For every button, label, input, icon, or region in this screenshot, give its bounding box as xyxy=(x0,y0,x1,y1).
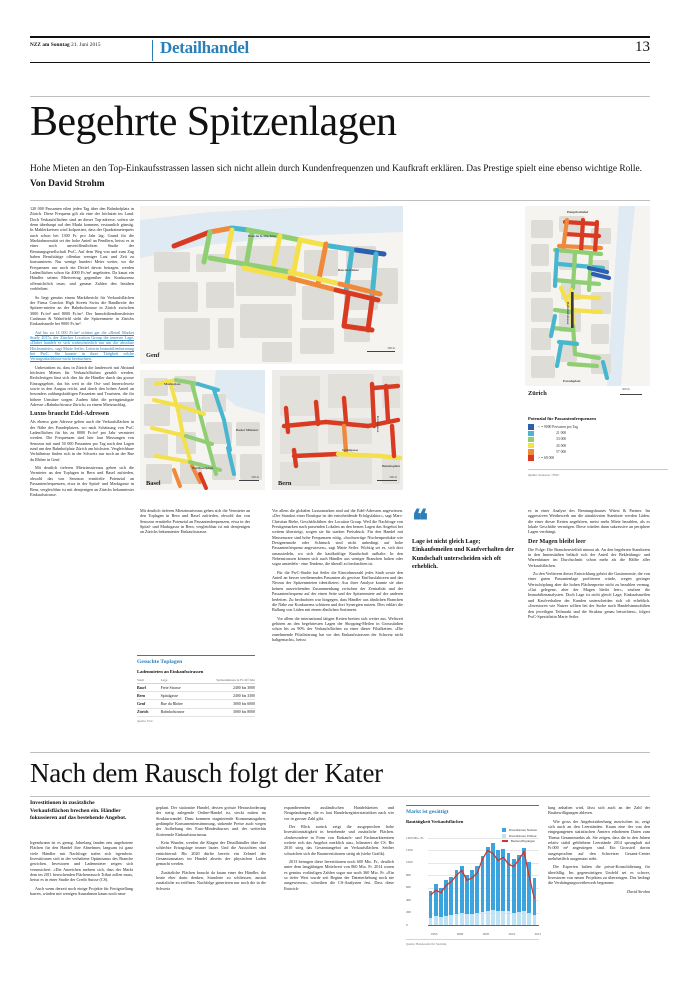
map-place-label: Pont de la Machine xyxy=(248,234,276,238)
paragraph: geplant. Der stationäre Handel, dessen grösste Herausforderung der stetig zulegende Online-Handel ist, steckt mitten im Strukturwandel. Dazu kommen stagnierende Konsumausgaben, gedämpfte Konsumentenstimmung, sinkende Preise auch wegen der Aufhebung des Euro-Mindestkurses und der weiterhin florierende Einkaufstourismus. xyxy=(156,805,266,837)
quote-mark-icon: ❝ xyxy=(412,505,429,538)
map-place-label: Paradeplatz xyxy=(563,379,581,383)
map-scale-label: 500 m xyxy=(389,475,397,479)
map-place-label: Barfüsserplatz xyxy=(192,466,214,470)
article2-lead: Investitionen in zusätzliche Verkaufsflächen brechen ein. Händler fokussieren auf das bestehende Angebot. xyxy=(30,800,127,822)
article2-byline: David Strohm xyxy=(627,888,650,894)
article1-subhead xyxy=(30,162,648,192)
map-scale-label: 500 m xyxy=(387,346,395,350)
map-scalebar xyxy=(367,351,395,352)
table-row xyxy=(137,708,255,716)
chart-y-tick-label: 800 xyxy=(406,872,411,877)
map-genf[interactable] xyxy=(140,206,403,364)
article1-subheading-2: Der Magen bleibt leer xyxy=(528,537,586,545)
cell-miete: 2400 bis 3300 xyxy=(210,692,255,700)
paragraph: Die Experten halten die privat-Konsolidierung für überfällig. Im gegenwärtigen Umfeld sei es schwer, Investoren von neuen Projekten zu überzeugen. Das bedingt die Verdrängungswettbewerb begonnen. xyxy=(548,864,650,886)
chart-y-tick-label: 600 xyxy=(406,885,411,890)
legend-swatch xyxy=(528,449,534,454)
article1-column-1 xyxy=(30,206,134,736)
map-place-label: Bahnhofstrasse xyxy=(566,302,570,325)
table-source: Quelle: PwC xyxy=(137,718,154,723)
article2-column-1 xyxy=(30,840,133,990)
paragraph: Zu den Verlierern dieser Entwicklung gehört die Gastronomie, die von einer guten Passantenlage profitieren würde, wegen geringer Wertschöpfung aber die hohen Flächenpreise nicht zu bezahlen vermag. «Gut gelegene, aber der Magen bleibt leer», seufzen die Immobilienanalysten. Doch Lage ist nicht gleich Lage; Einkaufsmeilen und Kaufverhalten der Kunden unterscheiden sich oft erheblich. «Investoren wie Nutzer sollten bei der Suche nach Handelsimmobilien den jeweiligen Teilmarkt und die Struktur genau betrachten», folgert PwC-Spezialistin Marie Seiler. xyxy=(528,571,650,619)
masthead-publication xyxy=(30,42,101,48)
article1-column-1b xyxy=(140,508,250,648)
article2-column-3 xyxy=(284,805,394,990)
paragraph: Wie gross der Angebotsüberhang inzwischen ist, zeigt sich auch an den Leerständen. Kaum eine der von den eingegangenen statistischen Ämtern erhobenen Daten zum Thema Gesamtmarkts ab. Sie zeigen, dass die in den Jahren relativ stabil gebliebene Leerstände 2014 sprunghaft auf Fr.000 m² angestiegen sind. Ein Grossteil davon ausgesprochen auf den Schweizer Gesamt-Center mehrheitlich ausgenutzt steht. xyxy=(548,818,650,862)
legend-item xyxy=(528,455,668,461)
paragraph: es in einer Analyse des Beratungshauses Wüest & Partner. Im aggressiven Wettbewerb um die attraktivsten Standorte werden Läden, die einer dieser Ketten angehören, meist mehr Miete bezahlen, als es lokale Geschäfte vermögen. Diese würden dann sukzessive an periphere Lagen verdrängt. xyxy=(528,508,650,535)
article1-column-3 xyxy=(528,508,650,738)
chart-y-tick-label: 200 xyxy=(406,910,411,915)
cell-lage: Freie Strasse xyxy=(161,684,211,692)
paragraph: Mit deutlich tieferen Mietzinsniveaus gehen sich die Vermieter an den Toplagen in Bern und Basel zufrieden, obwohl das von Senozon ermittelte Potenzial an Passantenfrequenzen, etwa in der Spital- und Marktgasse in Bern, vergleichbar ist mit demjenigen an Zürichs bekanntester Einkaufsstrasse. xyxy=(140,508,250,535)
cell-stadt: Basel xyxy=(137,684,161,692)
legend-swatch xyxy=(528,431,534,436)
map-zuerich[interactable] xyxy=(525,206,650,386)
cell-stadt: Genf xyxy=(137,700,161,708)
map-zuerich-svg xyxy=(525,206,650,386)
paragraph: Vor allem die international tätigen Ketten breiten sich weiter aus. Weltweit gehören an den begehrtesten Lagen der Shopping-Meilen in Grossstädten schon bis zu 90% der Verkaufsflächen zu einer dieser Filialketten. «Die zunehmende Filialisierung hat vor den Einkaufsstrassen der Schweiz nicht haltgemacht», heisst xyxy=(272,615,403,642)
section-title: Detailhandel xyxy=(160,38,249,57)
publication-name: NZZ am Sonntag xyxy=(30,42,70,48)
article2-headline: Nach dem Rausch folgt der Kater xyxy=(30,758,383,788)
map-scale-label: 500 m xyxy=(251,475,259,479)
legend-label: Investitionen Umbau xyxy=(508,833,537,838)
chart-x-tick-label: 1995 xyxy=(430,932,438,936)
column-header-mieten: Spitzenmieten in Fr./m²/Jahr xyxy=(210,678,255,684)
map-place-label: Kramgasse xyxy=(376,416,380,433)
table-title: Gesuchte Toplagen xyxy=(137,659,183,665)
subhead-rule xyxy=(30,200,650,201)
map-basel[interactable] xyxy=(140,370,265,490)
chart-y-tick-label: 400 xyxy=(406,897,411,902)
map-bern-svg xyxy=(272,370,403,490)
map-city-label-zuerich: Zürich xyxy=(528,390,547,397)
map-place-label: Spitalgasse xyxy=(342,448,359,452)
map-scalebar xyxy=(377,480,397,481)
cell-miete: 3000 bis 6000 xyxy=(210,700,255,708)
article1-headline: Begehrte Spitzenlagen xyxy=(30,99,397,145)
map-city-label-bern: Bern xyxy=(278,480,292,487)
subhead-line-1: Hohe Mieten an den Top-Einkaufsstrassen lassen sich nicht allein durch Kundenfrequenzen und Kaufkraft xyxy=(30,164,429,174)
chart-plot-area xyxy=(406,826,542,936)
legend-swatch xyxy=(528,424,534,429)
pull-quote-text: Lage ist nicht gleich Lage; Einkaufsmeilen und Kaufverhalten der Kundschaft unterscheiden sich oft erheblich. xyxy=(412,539,514,571)
legend-title: Potenzial für Passantenfrequenzen xyxy=(528,416,596,421)
legend-rule xyxy=(528,469,668,470)
map-city-label-genf: Genf xyxy=(146,352,160,359)
paragraph: Vor allem die globalen Luxusmarken sind auf die Edel-Adressen angewiesen. «Der Standort einer Boutique ist der entscheidende Erfolgsfaktor», sagt Marc-Christian Riebe, Geschäftsführer der Location Group. Weil die Nachfrage von Prestigemarken nach passenden Lokalen an den besten Lagen das Angebot bei weitem übersteigt, sorgen sie für starken Preisdruck. Für den Handel mit Massenware sind hohe Frequenzen nötig, «hochwertige Nischenprodukte wie Designermode oder Schmuck sind nicht unbedingt auf hohe Passantenfrequenz angewiesen», sagt Marie Seiler. Wichtig sei es, sich dort auszusiedeln, wo sich die kaufkräftige Kundschaft aufhalte. In den Nebenstrassen können sich auch Händler aus weniger Branchen halten oder sogar ansiedeln - eine Tendenz, die überall zu beobachten ist. xyxy=(272,508,403,567)
table-subtitle: Ladenmieten an Einkaufsstrassen xyxy=(137,669,204,674)
paragraph: Für die PwC-Studie hat Seiler die Einwohnerzahl jedes Stadt sowie den Anteil an besser verdienenden Passanten als gewisse Einflussfaktoren und das Niveau der Spitzenmieten identifiziert. Aus ihrer Analyse konnte sie aber keinen ausreichenden Zusammenhang zwischen der Zentralität und der Passantenfrequenz auf der einen Seite und der Spitzenmiete auf der anderen herleiten. Zu beobachten war hingegen, dass Händler aus ähnlichen Branchen die Nähe zur Konkurrenz schätzen und dort Synergien nutzen. Dies erklärt die Ballung von Läden mit einem ähnlichen Sortiment. xyxy=(272,569,403,613)
table xyxy=(137,678,255,717)
legend-label: 21 000 xyxy=(556,431,567,436)
table-row xyxy=(137,700,255,708)
map-place-label: Basler Münster xyxy=(236,428,259,432)
chart-container[interactable] xyxy=(406,805,542,946)
table-top-rule xyxy=(137,655,255,656)
paragraph: lung anhalten wird, lässt sich auch an der Zahl der Baubewilligungen ablesen. xyxy=(548,805,650,816)
chart-top-rule xyxy=(406,805,539,806)
paragraph: 120 000 Passanten eilen jeden Tag über den Bahnhofplatz in Zürich. Diese Frequenz gilt als eine der höchsten im Land. Doch Verkaufsflächen sind an dieser Top-adresse, sofern sie denn überhaupt auf den Markt kommen, erstaunlich günstig. In Maklerkreisen wird kolportiert, dass der Quadratmeterpreis auch schon bei 1300 Fr. pro Jahr lag. Grund für die Marktabnormität sei der hohe Anteil an Pendlern, heisst es in einer noch unveröffentlichten Studie der Beratungsgesellschaft PwC. Auf dem Weg von und zum Zug haben Berufstätige offenbar weniger Lust und Zeit zu konsumieren. Nur wenige hundert Meter weiter, wo die Frequenzen nur noch ein Drittel davon betragen, werden Ladenflächen schon für 4000 Fr./m² angeboten. Da kauzt ein Händler seinen Mietvertrag gegenüber der Konkurrenz offensichtlich teuer, und genaue Zahlen den Insidern verbleiben. xyxy=(30,206,134,292)
legend-label: > = 69 000 xyxy=(538,456,555,461)
legend-label: 33 000 xyxy=(556,437,567,442)
chart-x-tick-label: 2010 xyxy=(508,932,516,936)
cell-miete: 2400 bis 3000 xyxy=(210,684,255,692)
legend-source: Quelle: Senozon / PWC xyxy=(528,473,560,478)
legend-swatch xyxy=(528,455,534,460)
map-genf-svg xyxy=(140,206,403,364)
table-row xyxy=(137,684,255,692)
masthead-divider xyxy=(152,40,153,61)
article1-byline: Von David Strohm xyxy=(30,179,105,189)
cell-stadt: Zürich xyxy=(137,708,161,716)
paragraph: Als ebenso gute Adresse gelten auch die Verkaufsflächen in der Nähe des Paradeplatzes, wo nach Schätzung von PwC Ladenflächen für bis zu 8000 Fr./m² pro Jahr vermietet werden. Die Frequenzen sind hier laut Messungen von Senozon mit rund 50 000 Passanten pro Tag nach den Lagen rund um den Bahnhofplatz Zürich am höchsten. Vergleichbare Verhältnisse finden sich in der Schweiz nur noch an der Rue du Rhône in Genf. xyxy=(30,419,134,462)
subhead-line-2: erklären. Das Prestige spielt eine ebenso wichtige Rolle. xyxy=(430,164,643,174)
cell-stadt: Bern xyxy=(137,692,161,700)
table-row xyxy=(137,692,255,700)
article1-subheading-1: Luxus braucht Edel-Adressen xyxy=(30,410,109,418)
paragraph: Die Folge: Die Branchenvielfalt nimmt ab. An den begehrten Standorten in den Innenstädten beläuft sich der Anteil der Bekleidungs- und Warenhäuser im Durchschnitt schon mehr als die Hälfte aller Verkaufsflächen. xyxy=(528,546,650,568)
map-scalebar xyxy=(239,480,259,481)
chart-y-tick-label: 1000 xyxy=(406,860,413,865)
chart-y-tick-label: 1200 xyxy=(406,847,413,852)
publication-date: 21. Juni 2015 xyxy=(71,42,101,48)
column-header-lage: Lage xyxy=(161,678,211,684)
map-place-label: Bundesplatz xyxy=(382,464,400,468)
masthead-bottom-rule xyxy=(30,62,650,63)
masthead-top-rule xyxy=(30,36,650,38)
cell-lage: Bahnhofstrasse xyxy=(161,708,211,716)
article1-column-2 xyxy=(272,508,403,738)
map-place-label: Rue du Rhône xyxy=(338,268,359,272)
chart-y-tick-label: 0 xyxy=(406,922,408,927)
paragraph: Auch wenn derzeit noch einige Projekte für Fertigstellung harren, würden mit wenigen Ausnahmen kaum noch neue xyxy=(30,885,133,897)
paragraph: 2013 betrugen diese Investitionen noch 600 Mio. Fr., deutlich unter dem langjährigen Mittelwert von 860 Mio. Fr. 2014 waren es gemäss vorläufigen Zahlen sogar nur noch 360 Mio. Fr. «Ein so tiefer Wert wurde seit Beginn der Datenerhebung noch nie ausgewiesen», schreiben die CS-Analysten fest. Dass diese Entwick- xyxy=(284,859,394,891)
toplagen-table xyxy=(137,655,255,723)
chart-x-tick-label: 2015 xyxy=(534,932,542,936)
paragraph: expandierenden ausländischen Handelsketten und Neugründungen, die es laut Handelsregisterstatistiken nach wie vor in grosser Zahl gibt. xyxy=(284,805,394,821)
chart-line-series xyxy=(406,826,539,936)
chart-x-tick-label: 2005 xyxy=(482,932,490,936)
page-number: 13 xyxy=(635,39,650,55)
article2-column-4 xyxy=(548,805,650,990)
legend-label: 57 000 xyxy=(556,449,567,454)
map-legend xyxy=(528,416,668,477)
paragraph: Zusätzliche Flächen braucht da kaum einer der Händler, die heute eher darin denken, Standorte zu schliessen, anstatt zusätzliche zu eröffnen. Nachfolge generieren nur noch die in die Schweiz xyxy=(156,869,266,891)
paragraph-with-link xyxy=(30,330,134,362)
paragraph: Irgendwann ist es genug. Jahrelang fanden neu angebotene Flächen für den Handel ihre Abnehmer, langsam ist ganz viele Händler mit Nachfrage trafen sich irgendwie. Investitionen sich in der verhaltene Optimismus des Branche gewichen. Investoren und Ladenmieter zeigen sich verunsichert. «Die Anzeichen mehren sich, dass der Markt dem im 2011 herrschenden Flächenrausch Tribut zollen muss, heisst es in einer Studie der Credit Suisse (CS). xyxy=(30,840,133,883)
map-place-label: Hauptbahnhof xyxy=(567,210,589,214)
cell-miete: 3000 bis 8000 xyxy=(210,708,255,716)
map-scale-label: 500 m xyxy=(622,387,630,391)
legend-label: 45 000 xyxy=(556,443,567,448)
column-header-stadt: Stadt xyxy=(137,678,161,684)
chart-subtitle: Bautätigkeit Verkaufsflächen xyxy=(406,819,464,824)
map-place-label: Marktplatz xyxy=(164,382,181,386)
paragraph: Unbestritten ist, dass in Zürich die landesweit mit Abstand höchsten Mieten für Verkaufsflächen gezahlt werden. Rechtfertigen lässt sich dies für die Händler durch das grosse Einzugsgebiet, das bis weit in die Ost- und Innerschweiz sowie in den Aargau reicht, und durch den hohen Anteil an besonders zahlungskräftigen Passanten und Touristen, die für höhere Umsätze sorgen. Zudem führt die preisgünstigste Adresse «Bahnhofstrasse Zürich» zu einem Mietzuschlag. xyxy=(30,364,134,408)
pull-quote xyxy=(412,505,520,572)
legend-label: Baubewilligungen xyxy=(510,839,535,843)
chart-y-tick-label: 1400 Mio. Fr. xyxy=(406,835,425,840)
inline-link[interactable]: Auf bis zu 14 000 Fr./m² schätzt gar die «Retail Market Study 2015» der Zürcher Location Group die teuerste Lage. «Dabei handelt es sich wahrscheinlich nur um die absolute Höchstmiete», sagt Marie Seiler, Leiterin Immobilienberatung bei PwC. Sie konnte in ihrer Tätigkeit solche Vertragsabschlüsse nicht beobachten. xyxy=(30,329,134,362)
headline-rule xyxy=(30,96,650,97)
cell-lage: Spitalgasse xyxy=(161,692,211,700)
map-scalebar xyxy=(620,394,642,395)
article2-column-2 xyxy=(156,805,266,990)
article2-top-rule xyxy=(30,752,650,753)
map-bern[interactable] xyxy=(272,370,403,490)
article2-headline-rule xyxy=(30,796,650,797)
cell-lage: Rue du Rhône xyxy=(161,700,211,708)
chart-source: Quelle: Bundesamt für Statistik xyxy=(406,939,539,946)
paragraph: Der Blick zurück zeigt die ausgeprochen hohe Investitionstätigkeit in bestehende und zusätzliche Flächen. «Insbesondere in Form von Einkaufs- und Fachmarktzentren weitete sich das Angebot merklich aus», bilanziert die CS. Bis 2010 stieg das Gesamtangebot an Verkaufsflächen. Seither schwächen sich die Bauinvestitionen stetig ab (siehe Grafik). xyxy=(284,824,394,856)
chart-title: Markt ist gesättigt xyxy=(406,809,449,815)
paragraph: Kein Wunder, werden die Klagen der Detailhändler über ihre schlechte Ertragslage immer lauter. Und die Aussichten sind ernüchternd: Bis 2020 dürfte bereits ein Zehntel des Gesamtumsatzes im Handel abseits der physischen Laden gemacht werden. xyxy=(156,840,266,867)
legend-swatch xyxy=(528,437,534,442)
map-city-label-basel: Basel xyxy=(146,480,161,487)
legend-swatch xyxy=(528,443,534,448)
paragraph: So liegt gemäss einem Marktbericht für Verkaufsflächen der Firma Comfort High Streets Swiss die Bandbreite der Spitzen-mieten an der Bahnhofstrasse in Zürich zwischen 3000 Fr./m² und 8000 Fr./m². Der Immobiliendienstleister Cushman & Wakefield sieht die Spitzenmiete in Zürichs Einkaufsmeile bei 9000 Fr./m². xyxy=(30,294,134,327)
chart-x-tick-label: 2000 xyxy=(456,932,464,936)
legend-label: < = 9000 Personen pro Tag xyxy=(538,425,578,430)
paragraph: Mit deutlich tieferen Mietzinsniveaus gehen sich die Vermieter an den Toplagen in Bern und Basel zufrieden, obwohl das von Senozon ermittelte Potenzial an Passantenfrequenzen, etwa in der Spital- und Marktgasse in Bern, vergleichbar ist mit demjenigen an Zürichs bekanntester Einkaufsstrasse. xyxy=(30,465,134,497)
legend-label: Investitionen Neubau xyxy=(508,828,537,832)
